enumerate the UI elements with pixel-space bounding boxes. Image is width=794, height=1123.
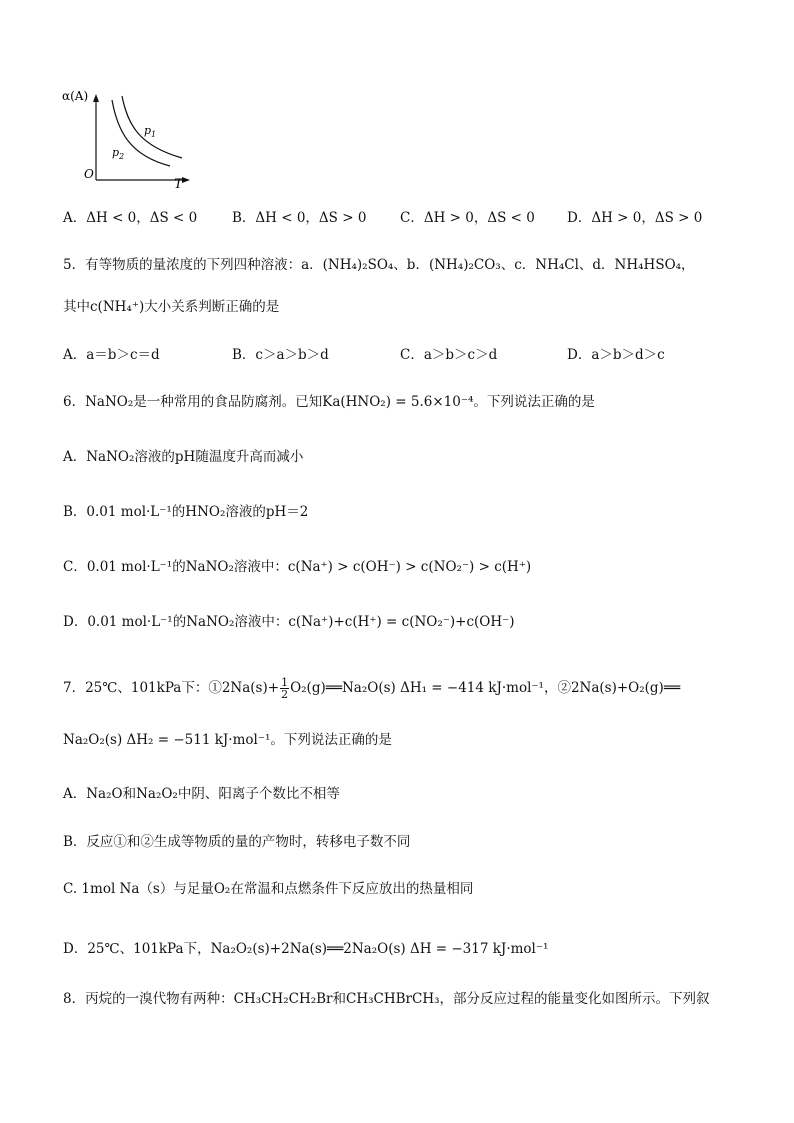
curve-p2-label: $p_2$: [112, 146, 125, 161]
q7-stem-line2: Na₂O₂(s) ΔH₂ = −511 kJ·mol⁻¹。下列说法正确的是: [63, 732, 392, 748]
x-axis-label: T: [174, 177, 183, 190]
q4-option-a: A．ΔH < 0，ΔS < 0: [63, 210, 198, 226]
curve-p1: [122, 96, 182, 158]
q6-option-a: A．NaNO₂溶液的pH随温度升高而减小: [63, 449, 304, 465]
q7-option-c: C. 1mol Na（s）与足量O₂在常温和点燃条件下反应放出的热量相同: [63, 881, 474, 897]
origin-label: O: [84, 167, 94, 181]
q7-stem-pre: 7．25℃、101kPa下：①2Na(s)+: [63, 680, 280, 696]
q4-option-c: C．ΔH > 0，ΔS < 0: [400, 210, 535, 226]
alpha-vs-temperature-graph: [60, 84, 200, 190]
q7-stem-post: O₂(g)══Na₂O(s) ΔH₁ = −414 kJ·mol⁻¹，②2Na(s)+O₂(g)══: [290, 680, 681, 696]
q7-option-d: D．25℃、101kPa下，Na₂O₂(s)+2Na(s)══2Na₂O(s) ΔH = −317 kJ·mol⁻¹: [63, 941, 549, 957]
q7-option-a: A．Na₂O和Na₂O₂中阴、阳离子个数比不相等: [63, 786, 340, 802]
q4-option-d: D．ΔH > 0，ΔS > 0: [567, 210, 703, 226]
q5-stem-line1: 5．有等物质的量浓度的下列四种溶液：a．(NH₄)₂SO₄、b．(NH₄)₂CO₃、c．NH₄Cl、d．NH₄HSO₄，: [63, 257, 695, 273]
q6-stem: 6．NaNO₂是一种常用的食品防腐剂。已知Ka(HNO₂) = 5.6×10⁻⁴。下列说法正确的是: [63, 394, 595, 410]
q5-option-a: A．a＝b＞c＝d: [63, 347, 160, 363]
q6-option-c: C．0.01 mol·L⁻¹的NaNO₂溶液中：c(Na⁺) > c(OH⁻) > c(NO₂⁻) > c(H⁺): [63, 559, 532, 575]
q6-option-b: B．0.01 mol·L⁻¹的HNO₂溶液的pH＝2: [63, 504, 309, 520]
q5-option-b: B．c＞a＞b＞d: [232, 347, 329, 363]
y-axis: [93, 94, 99, 180]
q4-option-b: B．ΔH < 0，ΔS > 0: [232, 210, 367, 226]
one-half-fraction: $\frac{1}{2}$: [281, 676, 289, 701]
curve-p1-label: $p_1$: [144, 124, 157, 139]
q5-option-c: C．a＞b＞c＞d: [400, 347, 498, 363]
q7-stem-line1: [63, 677, 680, 700]
q8-stem: 8．丙烷的一溴代物有两种：CH₃CH₂CH₂Br和CH₃CHBrCH₃，部分反应过程的能量变化如图所示。下列叙: [63, 991, 710, 1007]
y-axis-label: α(A): [62, 89, 89, 103]
q5-stem-line2: 其中c(NH₄⁺)大小关系判断正确的是: [63, 299, 280, 315]
q6-option-d: D．0.01 mol·L⁻¹的NaNO₂溶液中：c(Na⁺)+c(H⁺) = c(NO₂⁻)+c(OH⁻): [63, 614, 515, 630]
q5-option-d: D．a＞b＞d＞c: [567, 347, 665, 363]
q7-option-b: B．反应①和②生成等物质的量的产物时，转移电子数不同: [63, 834, 411, 850]
